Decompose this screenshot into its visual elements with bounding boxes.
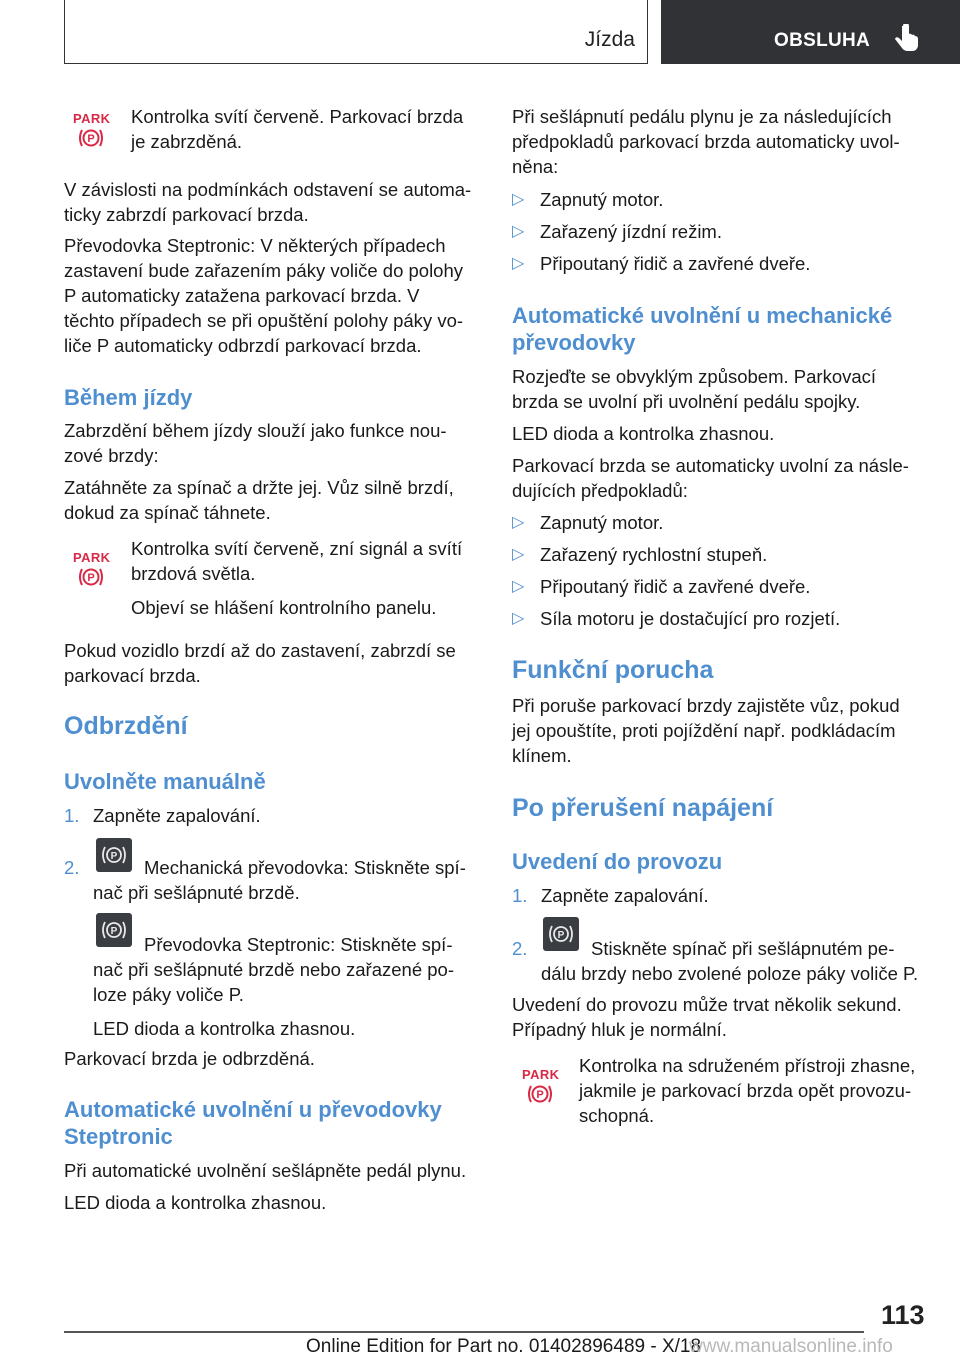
- svg-text:P: P: [110, 851, 118, 862]
- text-line: Při automatické uvolnění sešlápněte pedál plynu.: [64, 1160, 467, 1181]
- park-p-symbol-icon: [78, 566, 104, 588]
- text-line: LED dioda a kontrolka zhasnou.: [64, 1192, 327, 1213]
- heading-line: Automatické uvolnění u převodovky: [64, 1097, 442, 1122]
- text-line: brzdová světla.: [131, 563, 256, 584]
- text-line: Pokud vozidlo brzdí až do zastavení, zabrzdí se: [64, 640, 456, 661]
- park-warning-icon: [73, 551, 110, 588]
- text-line: LED dioda a kontrolka zhasnou.: [512, 423, 775, 444]
- heading-driving: Během jízdy: [64, 385, 193, 410]
- text-line: [93, 855, 493, 880]
- paragraph: [64, 475, 484, 525]
- paragraph: [64, 1190, 484, 1215]
- text-line: V závislosti na podmínkách odstavení se automa-: [64, 179, 472, 200]
- heading-fault: Funkční porucha: [512, 656, 714, 684]
- step-text: Zapněte zapalování.: [93, 805, 261, 826]
- step-number: 1.: [64, 805, 80, 826]
- park-label: PARK: [73, 111, 111, 126]
- svg-text:P: P: [536, 1089, 544, 1101]
- text-line: jakmile je parkovací brzda opět provozu-: [579, 1080, 912, 1101]
- step2-operation: [541, 936, 951, 986]
- text-line: brzda se uvolní při uvolnění pedálu spojky.: [512, 391, 861, 412]
- park2-text: [131, 536, 491, 620]
- heading-auto-steptronic: [64, 1096, 494, 1150]
- bullet-text: Síla motoru je dostačující pro rozjetí.: [540, 608, 841, 629]
- text-line: těchto případech se při opuštění polohy páky vo-: [64, 310, 464, 331]
- text-line: dokud za spínač táhnete.: [64, 502, 271, 523]
- page-number: 113: [881, 1300, 925, 1330]
- text-line: Při sešlápnutí pedálu plynu je za následujících: [512, 106, 892, 127]
- text-line: zastavení bude zařazením páky voliče do polohy: [64, 260, 464, 281]
- svg-text:P: P: [110, 926, 118, 937]
- step2-steptronic: [93, 932, 493, 1041]
- text-span: Stiskněte spínač při sešlápnutém pe-: [591, 938, 895, 959]
- bullet-text: Zapnutý motor.: [540, 512, 664, 533]
- text-line: dujících předpokladů:: [512, 480, 688, 501]
- text-line: Převodovka Steptronic: V některých případech: [64, 235, 446, 256]
- text-line: Zatáhněte za spínač a držte jej. Vůz silně brzdí,: [64, 477, 454, 498]
- heading-line: převodovky: [512, 330, 636, 355]
- bullet-triangle-icon: ▷: [512, 191, 525, 208]
- right-column: [512, 0, 942, 1300]
- park3-text: [579, 1053, 939, 1128]
- text-line: parkovací brzda.: [64, 665, 201, 686]
- text-line: ticky zabrzdí parkovací brzda.: [64, 204, 309, 225]
- text-line: Případný hluk je normální.: [512, 1019, 727, 1040]
- paragraph: [64, 418, 484, 468]
- text-line: je zabrzděná.: [131, 131, 243, 152]
- heading-power-loss: Po přerušení napájení: [512, 794, 774, 822]
- bullet-triangle-icon: ▷: [512, 255, 525, 272]
- svg-text:P: P: [87, 133, 95, 145]
- text-line: zové brzdy:: [64, 445, 159, 466]
- bullet-text: Připoutaný řidič a zavřené dveře.: [540, 576, 811, 597]
- text-line: loze páky voliče P.: [93, 984, 244, 1005]
- svg-text:P: P: [557, 930, 565, 941]
- paragraph: [512, 104, 932, 179]
- heading-auto-mechanical: [512, 302, 942, 356]
- bullet-triangle-icon: ▷: [512, 610, 525, 627]
- text-line: LED dioda a kontrolka zhasnou.: [93, 1018, 356, 1039]
- text-line: Zabrzdění během jízdy slouží jako funkce nou-: [64, 420, 447, 441]
- text-line: klínem.: [512, 745, 572, 766]
- paragraph: [512, 421, 932, 446]
- footer-divider: [64, 1331, 864, 1333]
- heading-operation: Uvedení do provozu: [512, 849, 723, 874]
- text-line: P automaticky zatažena parkovací brzda. V: [64, 285, 420, 306]
- text-line: něna:: [512, 156, 559, 177]
- step-text: Zapněte zapalování.: [541, 885, 709, 906]
- step-number: 2.: [512, 938, 528, 959]
- text-line: Kontrolka svítí červeně. Parkovací brzda: [131, 106, 464, 127]
- text-line: Uvedení do provozu může trvat několik sekund.: [512, 994, 902, 1015]
- paragraph: [64, 638, 484, 688]
- text-line: nač při sešlápnuté brzdě.: [93, 882, 300, 903]
- text-line: Rozjeďte se obvyklým způsobem. Parkovací: [512, 366, 877, 387]
- bullet-triangle-icon: ▷: [512, 546, 525, 563]
- bullet-text: Zařazený jízdní režim.: [540, 221, 722, 242]
- text-line: [541, 936, 951, 961]
- footer-edition: Online Edition for Part no. 01402896489 - X/18: [306, 1336, 702, 1357]
- heading-manual: Uvolněte manuálně: [64, 769, 266, 794]
- park-p-symbol-icon: [78, 127, 104, 149]
- heading-line: Automatické uvolnění u mechanické: [512, 303, 893, 328]
- text-line: předpokladů parkovací brzda automaticky uvol-: [512, 131, 900, 152]
- svg-text:P: P: [87, 572, 95, 584]
- left-column: [64, 0, 484, 1300]
- step2-manual: [93, 855, 493, 905]
- text-line: schopná.: [579, 1105, 655, 1126]
- watermark: www.manualsonline.info: [689, 1336, 893, 1357]
- text-line: liče P automaticky odbrzdí parkovací brzda.: [64, 335, 422, 356]
- paragraph: [512, 364, 932, 414]
- bullet-text: Připoutaný řidič a zavřené dveře.: [540, 253, 811, 274]
- park-label: PARK: [73, 550, 111, 565]
- text-span: Převodovka Steptronic: Stiskněte spí-: [144, 934, 453, 955]
- bullet-triangle-icon: ▷: [512, 514, 525, 531]
- park-label: PARK: [522, 1067, 560, 1082]
- text-line: dálu brzdy nebo zvolené poloze páky voliče P.: [541, 963, 919, 984]
- paragraph: [512, 453, 932, 503]
- bullet-text: Zařazený rychlostní stupeň.: [540, 544, 768, 565]
- text-line: Objeví se hlášení kontrolního panelu.: [131, 597, 437, 618]
- text-line: Kontrolka na sdruženém přístroji zhasne,: [579, 1055, 916, 1076]
- text-line: Při poruše parkovací brzdy zajistěte vůz, pokud: [512, 695, 900, 716]
- header-section-title: Jízda: [584, 28, 635, 51]
- paragraph: [512, 693, 932, 768]
- bullet-triangle-icon: ▷: [512, 223, 525, 240]
- paragraph: [64, 1158, 494, 1183]
- heading-release: Odbrzdění: [64, 712, 188, 740]
- heading-line: Steptronic: [64, 1124, 173, 1149]
- step-number: 1.: [512, 885, 528, 906]
- text-line: nač při sešlápnuté brzdě nebo zařazené po-: [93, 959, 454, 980]
- text-line: Kontrolka svítí červeně, zní signál a svítí: [131, 538, 463, 559]
- paragraph: [512, 992, 932, 1042]
- paragraph: [64, 233, 484, 358]
- paragraph: [64, 177, 484, 227]
- park-warning-icon: [73, 112, 110, 149]
- text-line: jej opouštíte, proti pojíždění např. podkládacím: [512, 720, 896, 741]
- bullet-text: Zapnutý motor.: [540, 189, 664, 210]
- text-line: [93, 932, 493, 957]
- step-number: 2.: [64, 857, 80, 878]
- park1-text: [131, 104, 491, 154]
- paragraph: [64, 1046, 484, 1071]
- text-line: Parkovací brzda je odbrzděná.: [64, 1048, 315, 1069]
- text-span: Mechanická převodovka: Stiskněte spí-: [144, 857, 466, 878]
- park-p-symbol-icon: [527, 1083, 553, 1105]
- text-line: Parkovací brzda se automaticky uvolní za násle-: [512, 455, 909, 476]
- park-warning-icon: [522, 1068, 559, 1105]
- header-chapter-title: OBSLUHA: [774, 30, 871, 51]
- bullet-triangle-icon: ▷: [512, 578, 525, 595]
